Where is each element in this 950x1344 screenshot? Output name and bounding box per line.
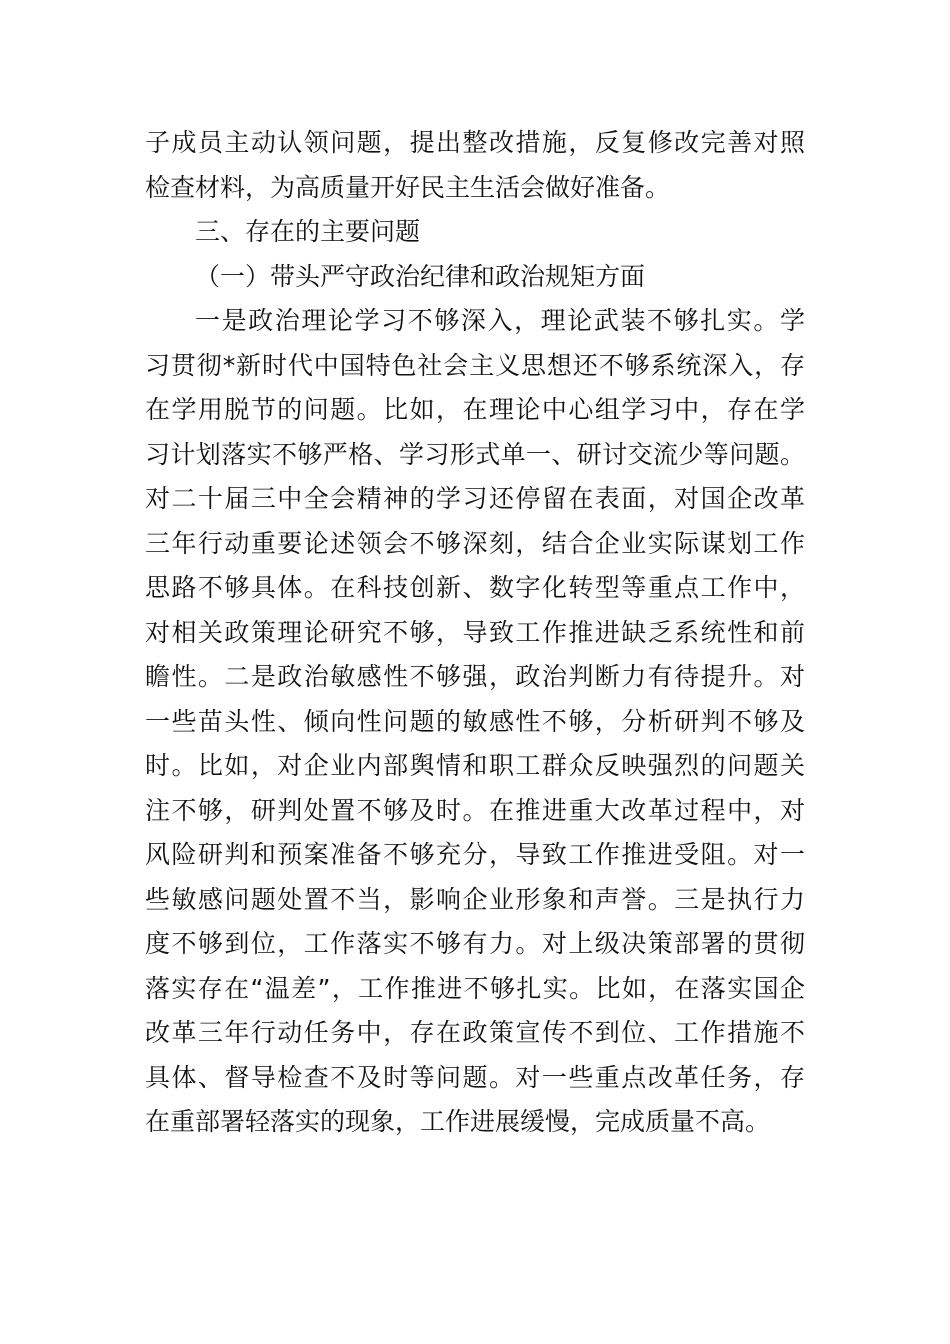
paragraph-line: 注不够，研判处置不够及时。在推进重大改革过程中，对	[145, 796, 805, 825]
paragraph-line: 一是政治理论学习不够深入，理论武装不够扎实。学	[195, 306, 805, 335]
paragraph-line: 瞻性。二是政治敏感性不够强，政治判断力有待提升。对	[145, 662, 805, 691]
section-heading: 三、存在的主要问题	[195, 217, 421, 246]
paragraph-line: 习贯彻*新时代中国特色社会主义思想还不够系统深入，存	[145, 351, 805, 380]
paragraph-line: 风险研判和预案准备不够充分，导致工作推进受阻。对一	[145, 840, 805, 869]
paragraph-line: 三年行动重要论述领会不够深刻，结合企业实际谋划工作	[145, 529, 805, 558]
paragraph-line: 一些苗头性、倾向性问题的敏感性不够，分析研判不够及	[145, 707, 805, 736]
paragraph-line: 习计划落实不够严格、学习形式单一、研讨交流少等问题。	[145, 440, 805, 469]
paragraph-line: 思路不够具体。在科技创新、数字化转型等重点工作中，	[145, 573, 805, 602]
paragraph-line: 具体、督导检查不及时等问题。对一些重点改革任务，存	[145, 1063, 805, 1092]
paragraph-line: 在重部署轻落实的现象，工作进展缓慢，完成质量不高。	[145, 1107, 771, 1136]
paragraph-line: 落实存在“温差”，工作推进不够扎实。比如，在落实国企	[145, 974, 805, 1003]
paragraph-line: 子成员主动认领问题，提出整改措施，反复修改完善对照	[145, 128, 805, 157]
paragraph-line: 对二十届三中全会精神的学习还停留在表面，对国企改革	[145, 484, 805, 513]
paragraph-line: 度不够到位，工作落实不够有力。对上级决策部署的贯彻	[145, 929, 805, 958]
paragraph-line: 时。比如，对企业内部舆情和职工群众反映强烈的问题关	[145, 751, 805, 780]
paragraph-line: 些敏感问题处置不当，影响企业形象和声誉。三是执行力	[145, 885, 805, 914]
paragraph-line: 改革三年行动任务中，存在政策宣传不到位、工作措施不	[145, 1018, 805, 1047]
paragraph-line: 对相关政策理论研究不够，导致工作推进缺乏系统性和前	[145, 618, 805, 647]
paragraph-line: 检查材料，为高质量开好民主生活会做好准备。	[145, 173, 671, 202]
subsection-heading: （一）带头严守政治纪律和政治规矩方面	[195, 262, 646, 291]
paragraph-line: 在学用脱节的问题。比如，在理论中心组学习中，存在学	[145, 395, 805, 424]
